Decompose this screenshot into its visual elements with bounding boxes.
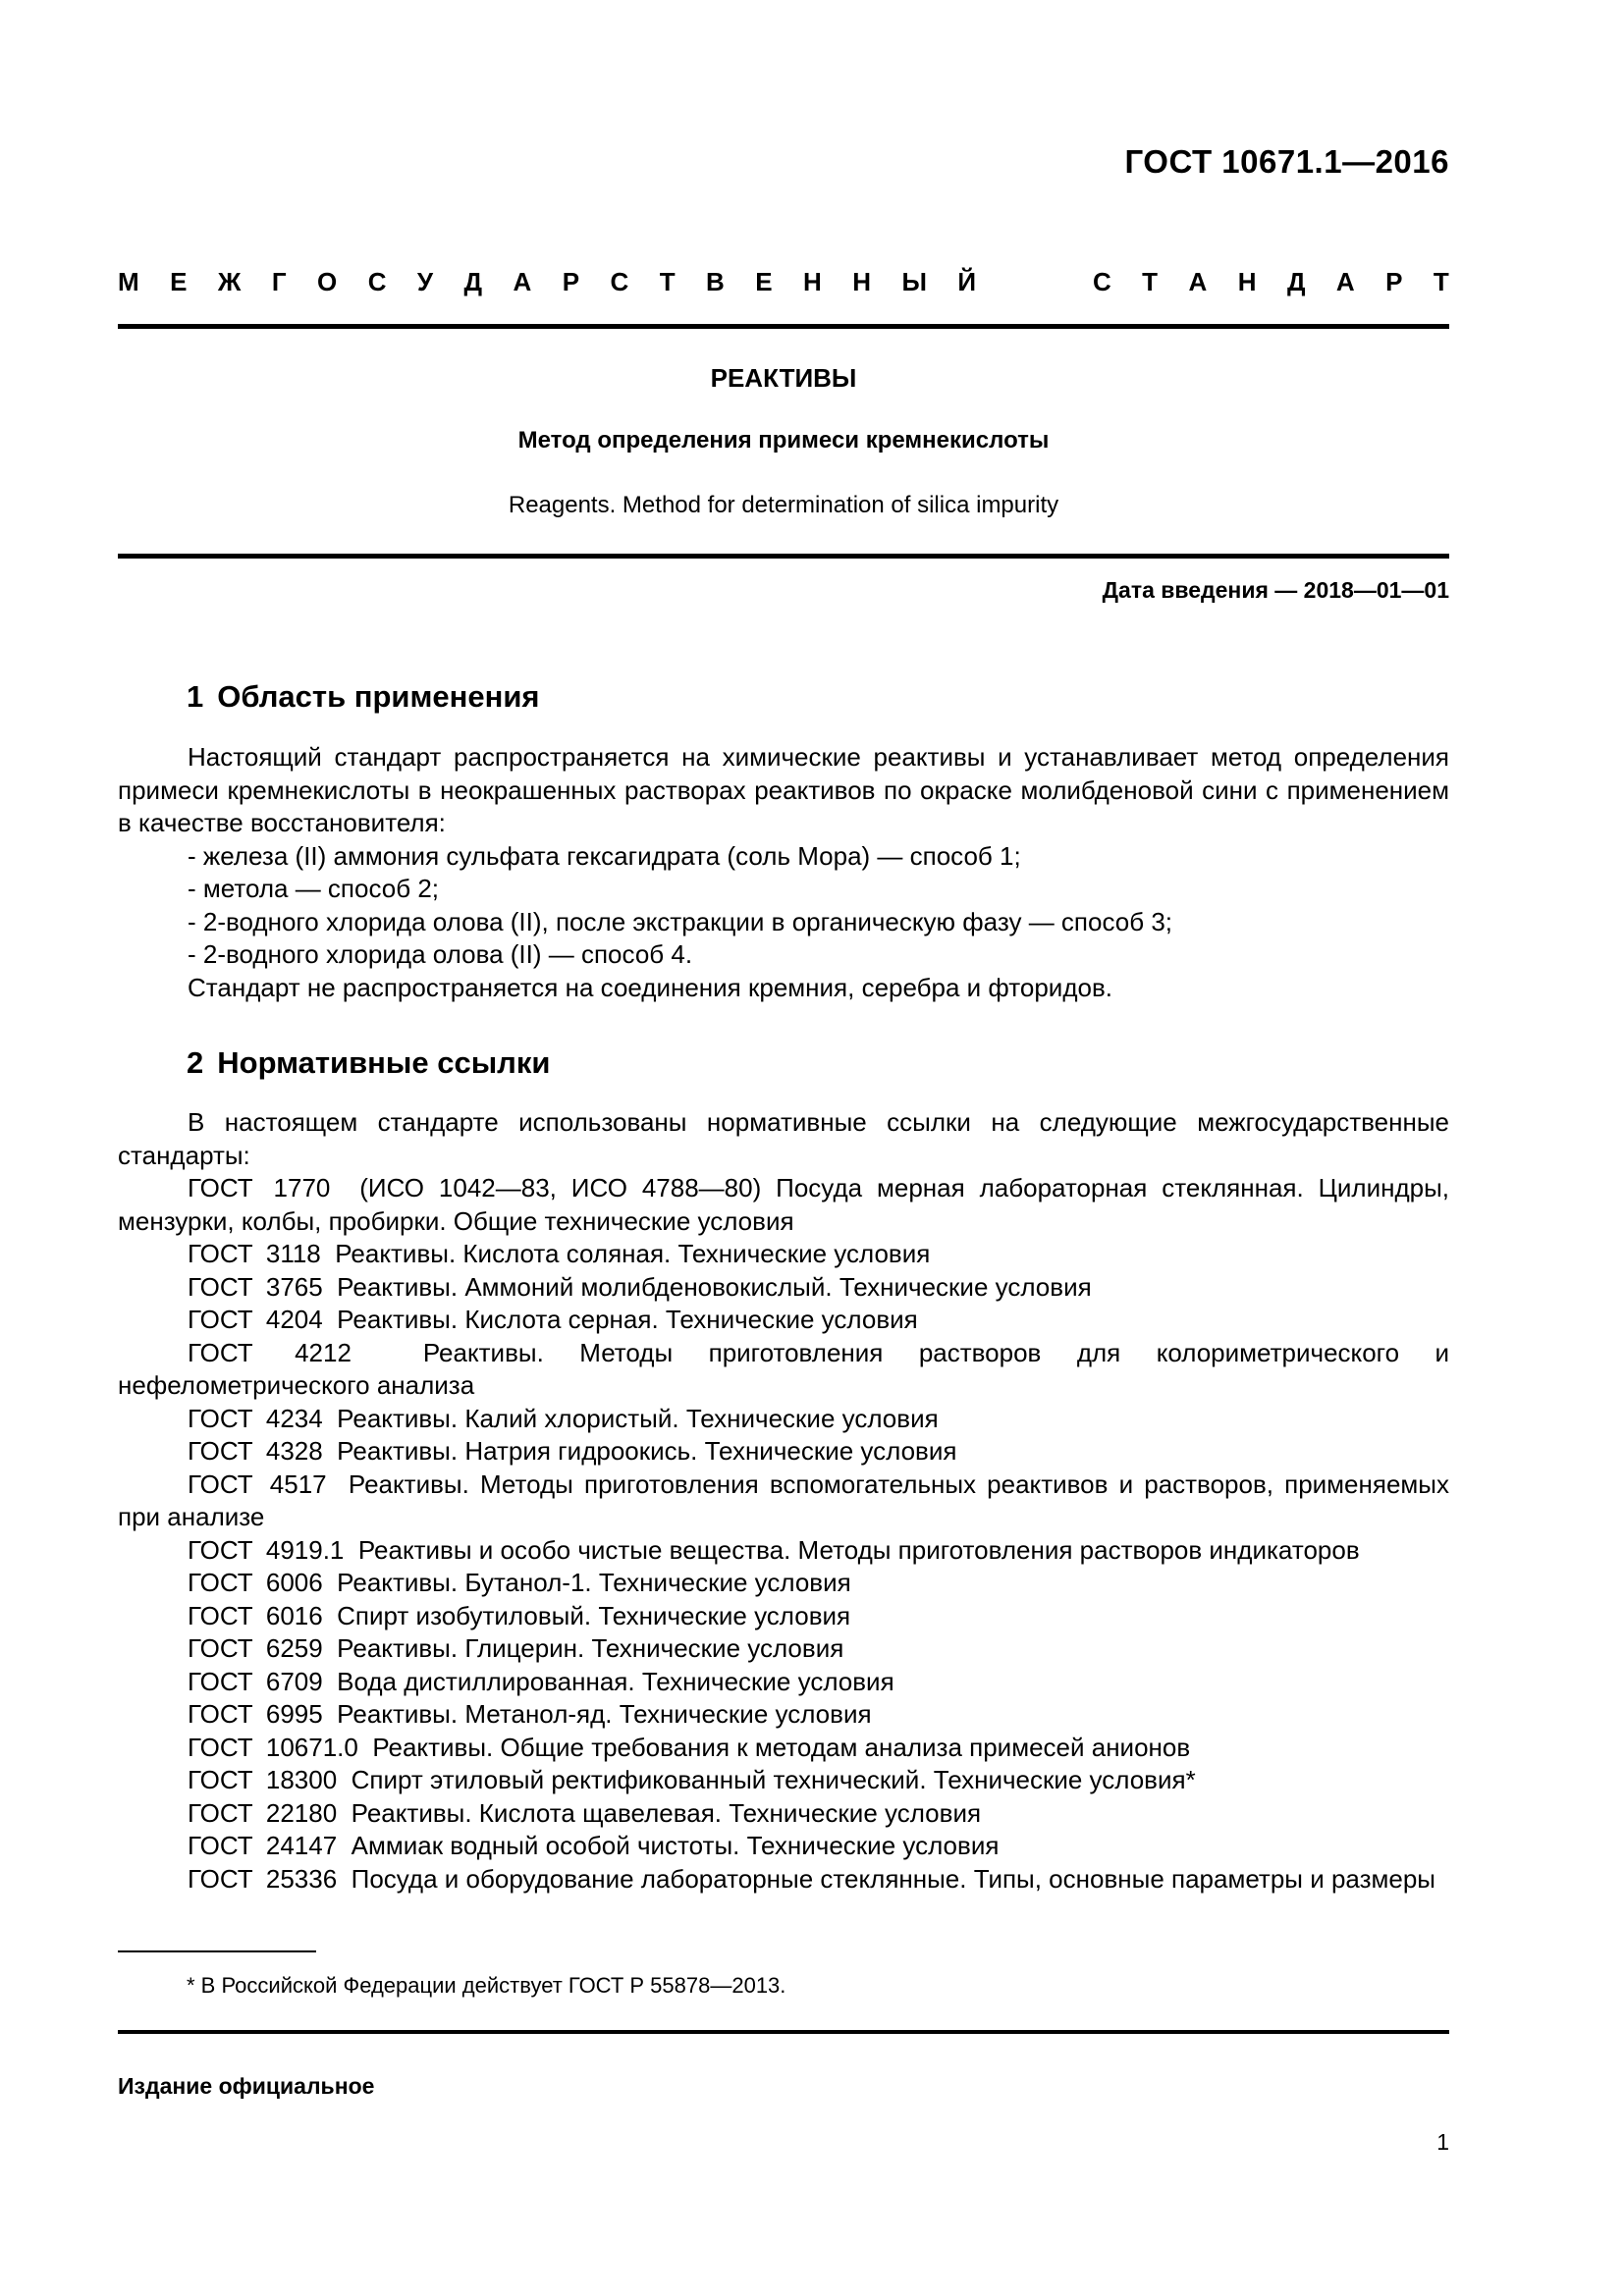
banner-letter: У (416, 267, 434, 296)
reference-code: ГОСТ 3118 (188, 1239, 321, 1268)
reference-code: ГОСТ 22180 (188, 1797, 338, 1828)
reference-title: Спирт этиловый ректификованный технический. Технические условия* (351, 1765, 1196, 1794)
banner-letter: А (513, 267, 532, 296)
section-2-heading (187, 1043, 550, 1083)
footnote: * В Российской Федерации действует ГОСТ Р 55878—2013. (187, 1973, 786, 1998)
banner-letter: Н (803, 267, 822, 296)
method-item: - 2-водного хлорида олова (II), после экстракции в органическую фазу — способ 3; (188, 906, 1173, 936)
banner-letter: Н (1237, 267, 1257, 296)
reference-code: ГОСТ 4517 (188, 1468, 327, 1499)
reference-code: ГОСТ 6995 (188, 1699, 323, 1729)
banner-letter: Е (170, 267, 188, 296)
method-item: - метола — способ 2; (188, 874, 440, 903)
banner-letter: Т (659, 267, 676, 296)
reference-item (118, 1666, 1449, 1699)
banner-letter: Т (1142, 267, 1159, 296)
banner-word-gap (1007, 265, 1062, 298)
reference-item (118, 1534, 1449, 1568)
reference-title: Спирт изобутиловый. Технические условия (337, 1600, 851, 1630)
reference-code: ГОСТ 6016 (188, 1600, 323, 1630)
reference-item (118, 1172, 1449, 1238)
reference-item (118, 1600, 1449, 1633)
reference-code: ГОСТ 10671.0 (188, 1732, 358, 1762)
document-number: ГОСТ 10671.1—2016 (1124, 143, 1449, 180)
reference-item (118, 1764, 1449, 1797)
section-number: 1 (187, 679, 204, 714)
reference-code: ГОСТ 6006 (188, 1568, 323, 1597)
standard-english-title: Reagents. Method for determination of silica impurity (508, 492, 1059, 518)
reference-title: Реактивы. Бутанол-1. Технические условия (337, 1568, 851, 1597)
reference-title: Реактивы. Кислота щавелевая. Технические условия (351, 1797, 982, 1828)
banner-letter: О (317, 267, 338, 296)
reference-title: Аммиак водный особой чистоты. Технические условия (351, 1831, 1000, 1860)
reference-title: Реактивы. Кислота серная. Технические условия (337, 1305, 918, 1334)
scope-paragraph: Настоящий стандарт распространяется на химические реактивы и устанавливает метод определения примеси кремнекислоты в неокрашенных растворах реактивов по окраске молибденовой сини с применением в качестве восстановителя: (118, 742, 1449, 837)
reference-code: ГОСТ 3765 (188, 1271, 323, 1302)
section-title: Область применения (217, 679, 540, 714)
interstate-standard-banner (118, 265, 1449, 298)
references-intro: В настоящем стандарте использованы нормативные ссылки на следующие межгосударственные стандарты: (118, 1107, 1449, 1170)
reference-title: Реактивы. Кислота соляная. Технические условия (335, 1239, 931, 1268)
reference-title: (ИСО 1042—83, ИСО 4788—80) Посуда мерная лабораторная стеклянная. Цилиндры, мензурки, колбы, пробирки. Общие технические условия (118, 1173, 1449, 1236)
page-number: 1 (1436, 2129, 1449, 2155)
banner-letter: С (610, 267, 629, 296)
reference-title: Реактивы. Калий хлористый. Технические условия (337, 1403, 939, 1433)
reference-code: ГОСТ 4919.1 (188, 1534, 345, 1565)
banner-letter: В (706, 267, 725, 296)
reference-item (118, 1797, 1449, 1831)
section-title: Нормативные ссылки (217, 1045, 551, 1080)
reference-title: Реактивы. Методы приготовления вспомогательных реактивов и растворов, применяемых при анализе (118, 1468, 1449, 1531)
reference-item (118, 1271, 1449, 1305)
reference-item (118, 1403, 1449, 1436)
reference-item (118, 1567, 1449, 1600)
banner-letter: С (367, 267, 387, 296)
introduction-date: Дата введения — 2018—01—01 (1102, 577, 1449, 603)
banner-letter: А (1335, 267, 1355, 296)
section-2-body (118, 1106, 1449, 1896)
reference-title: Реактивы. Аммоний молибденовокислый. Технические условия (337, 1271, 1092, 1302)
banner-letter: Д (1286, 267, 1306, 296)
reference-code: ГОСТ 18300 (188, 1765, 338, 1794)
banner-letter: Р (1385, 267, 1403, 296)
banner-letter: Ж (217, 267, 242, 296)
banner-letter: Н (852, 267, 872, 296)
reference-title: Реактивы. Натрия гидроокись. Технические условия (337, 1436, 957, 1466)
method-item: - железа (II) аммония сульфата гексагидрата (соль Мора) — способ 1; (188, 840, 1021, 871)
reference-item (118, 1238, 1449, 1271)
reference-title: Вода дистиллированная. Технические условия (337, 1666, 894, 1696)
reference-title: Посуда и оборудование лабораторные стеклянные. Типы, основные параметры и размеры (351, 1863, 1435, 1894)
reference-item (118, 1863, 1449, 1896)
reference-title: Реактивы. Метанол-яд. Технические условия (337, 1699, 872, 1729)
banner-letter: С (1092, 267, 1111, 296)
reference-code: ГОСТ 24147 (188, 1831, 338, 1860)
banner-letter: М (118, 267, 139, 296)
header-rule (118, 324, 1449, 329)
title-rule (118, 554, 1449, 559)
banner-letter: Й (957, 267, 977, 296)
reference-code: ГОСТ 6709 (188, 1666, 323, 1696)
reference-item (118, 1304, 1449, 1337)
reference-title: Реактивы. Методы приготовления растворов для колориметрического и нефелометрического анализа (118, 1337, 1450, 1400)
standard-subtitle: Метод определения примеси кремнекислоты (517, 427, 1050, 454)
section-number: 2 (187, 1045, 204, 1080)
reference-code: ГОСТ 4212 (188, 1337, 352, 1367)
reference-code: ГОСТ 6259 (188, 1633, 323, 1663)
banner-letter: Г (271, 267, 287, 296)
reference-item (118, 1468, 1449, 1534)
banner-letter: Е (755, 267, 773, 296)
reference-title: Реактивы и особо чистые вещества. Методы приготовления растворов индикаторов (357, 1534, 1360, 1565)
banner-letter: Р (562, 267, 580, 296)
reference-code: ГОСТ 25336 (188, 1863, 338, 1894)
method-item: - 2-водного хлорида олова (II) — способ 4. (188, 939, 693, 969)
reference-title: Реактивы. Общие требования к методам анализа примесей анионов (372, 1732, 1191, 1762)
reference-code: ГОСТ 4204 (188, 1305, 323, 1334)
scope-exclusion: Стандарт не распространяется на соединения кремния, серебра и фторидов. (188, 972, 1112, 1002)
footer-rule (118, 2030, 1449, 2034)
reference-code: ГОСТ 4328 (188, 1436, 323, 1466)
banner-letter: Ы (901, 267, 927, 296)
reference-item (118, 1830, 1449, 1863)
banner-letter: А (1188, 267, 1208, 296)
standard-title: РЕАКТИВЫ (710, 363, 857, 393)
banner-letter: Д (463, 267, 483, 296)
reference-title: Реактивы. Глицерин. Технические условия (337, 1633, 844, 1663)
reference-code: ГОСТ 4234 (188, 1403, 323, 1433)
reference-item (118, 1732, 1449, 1765)
reference-item (118, 1632, 1449, 1666)
official-edition-label: Издание официальное (118, 2073, 375, 2099)
reference-item (118, 1337, 1449, 1403)
reference-item (118, 1698, 1449, 1732)
footnote-separator (118, 1950, 316, 1952)
banner-letter: Т (1433, 267, 1449, 296)
section-1-body (118, 741, 1449, 1004)
reference-code: ГОСТ 1770 (188, 1173, 331, 1202)
section-1-heading (187, 677, 540, 717)
reference-item (118, 1435, 1449, 1468)
